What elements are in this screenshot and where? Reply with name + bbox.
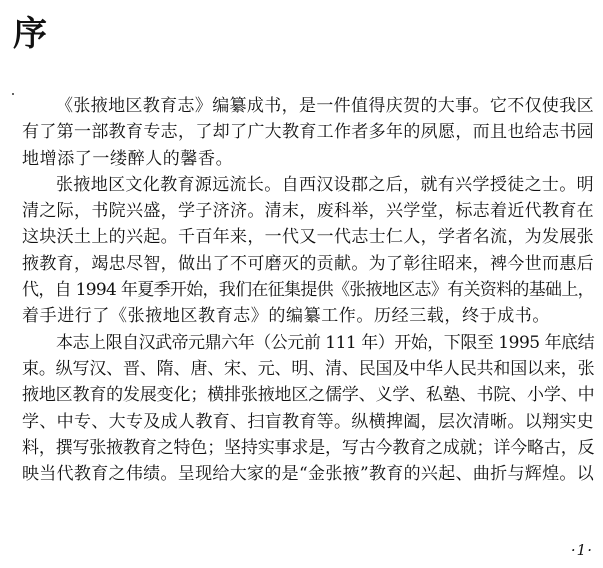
body-text xyxy=(22,93,594,487)
text-line: 地增添了一缕醉人的馨香。 xyxy=(22,148,234,169)
text-line: 掖教育，竭忠尽智，做出了不可磨灭的贡献。为了彰往昭来，裨今世而惠后 xyxy=(22,253,594,274)
text-line: 这块沃土上的兴起。千百年来，一代又一代志士仁人，学者名流，为发展张 xyxy=(22,227,594,248)
text-line: 《张掖地区教育志》编纂成书，是一件值得庆贺的大事。它不仅使我区 xyxy=(56,96,594,116)
paragraph-1 xyxy=(22,93,594,172)
scan-speck xyxy=(12,93,14,95)
text-line: 学、中专、大专及成人教育、扫盲教育等。纵横捭阖，层次清晰。以翔实史 xyxy=(22,411,594,432)
paragraph-2 xyxy=(22,172,594,330)
text-line: 束。纵写汉、晋、隋、唐、宋、元、明、清、民国及中华人民共和国以来，张 xyxy=(22,358,595,379)
page-title: 序 xyxy=(13,14,47,54)
paragraph-3 xyxy=(22,330,594,488)
text-line: 着手进行了《张掖地区教育志》的编纂工作。历经三载，终于成书。 xyxy=(22,306,550,327)
text-line: 本志上限自汉武帝元鼎六年（公元前 111 年）开始，下限至 1995 年底结 xyxy=(56,332,595,353)
text-line: 映当代教育之伟绩。呈现给大家的是“金张掖”教育的兴起、曲折与辉煌。以 xyxy=(22,464,594,485)
text-line: 料，撰写张掖教育之特色；坚持实事求是，写古今教育之成就；详今略古，反 xyxy=(22,437,595,458)
page-number: ·1· xyxy=(570,541,593,559)
text-line: 清之际，书院兴盛，学子济济。清末，废科举，兴学堂，标志着近代教育在 xyxy=(22,201,594,222)
text-line: 代，自 1994 年夏季开始，我们在征集提供《张掖地区志》有关资料的基础上， xyxy=(22,280,594,301)
text-line: 有了第一部教育专志，了却了广大教育工作者多年的夙愿，而且也给志书园 xyxy=(22,122,594,143)
text-line: 张掖地区文化教育源远流长。自西汉设郡之后，就有兴学授徒之士。明 xyxy=(56,174,594,195)
text-line: 掖地区教育的发展变化；横排张掖地区之儒学、义学、私塾、书院、小学、中 xyxy=(22,385,595,406)
